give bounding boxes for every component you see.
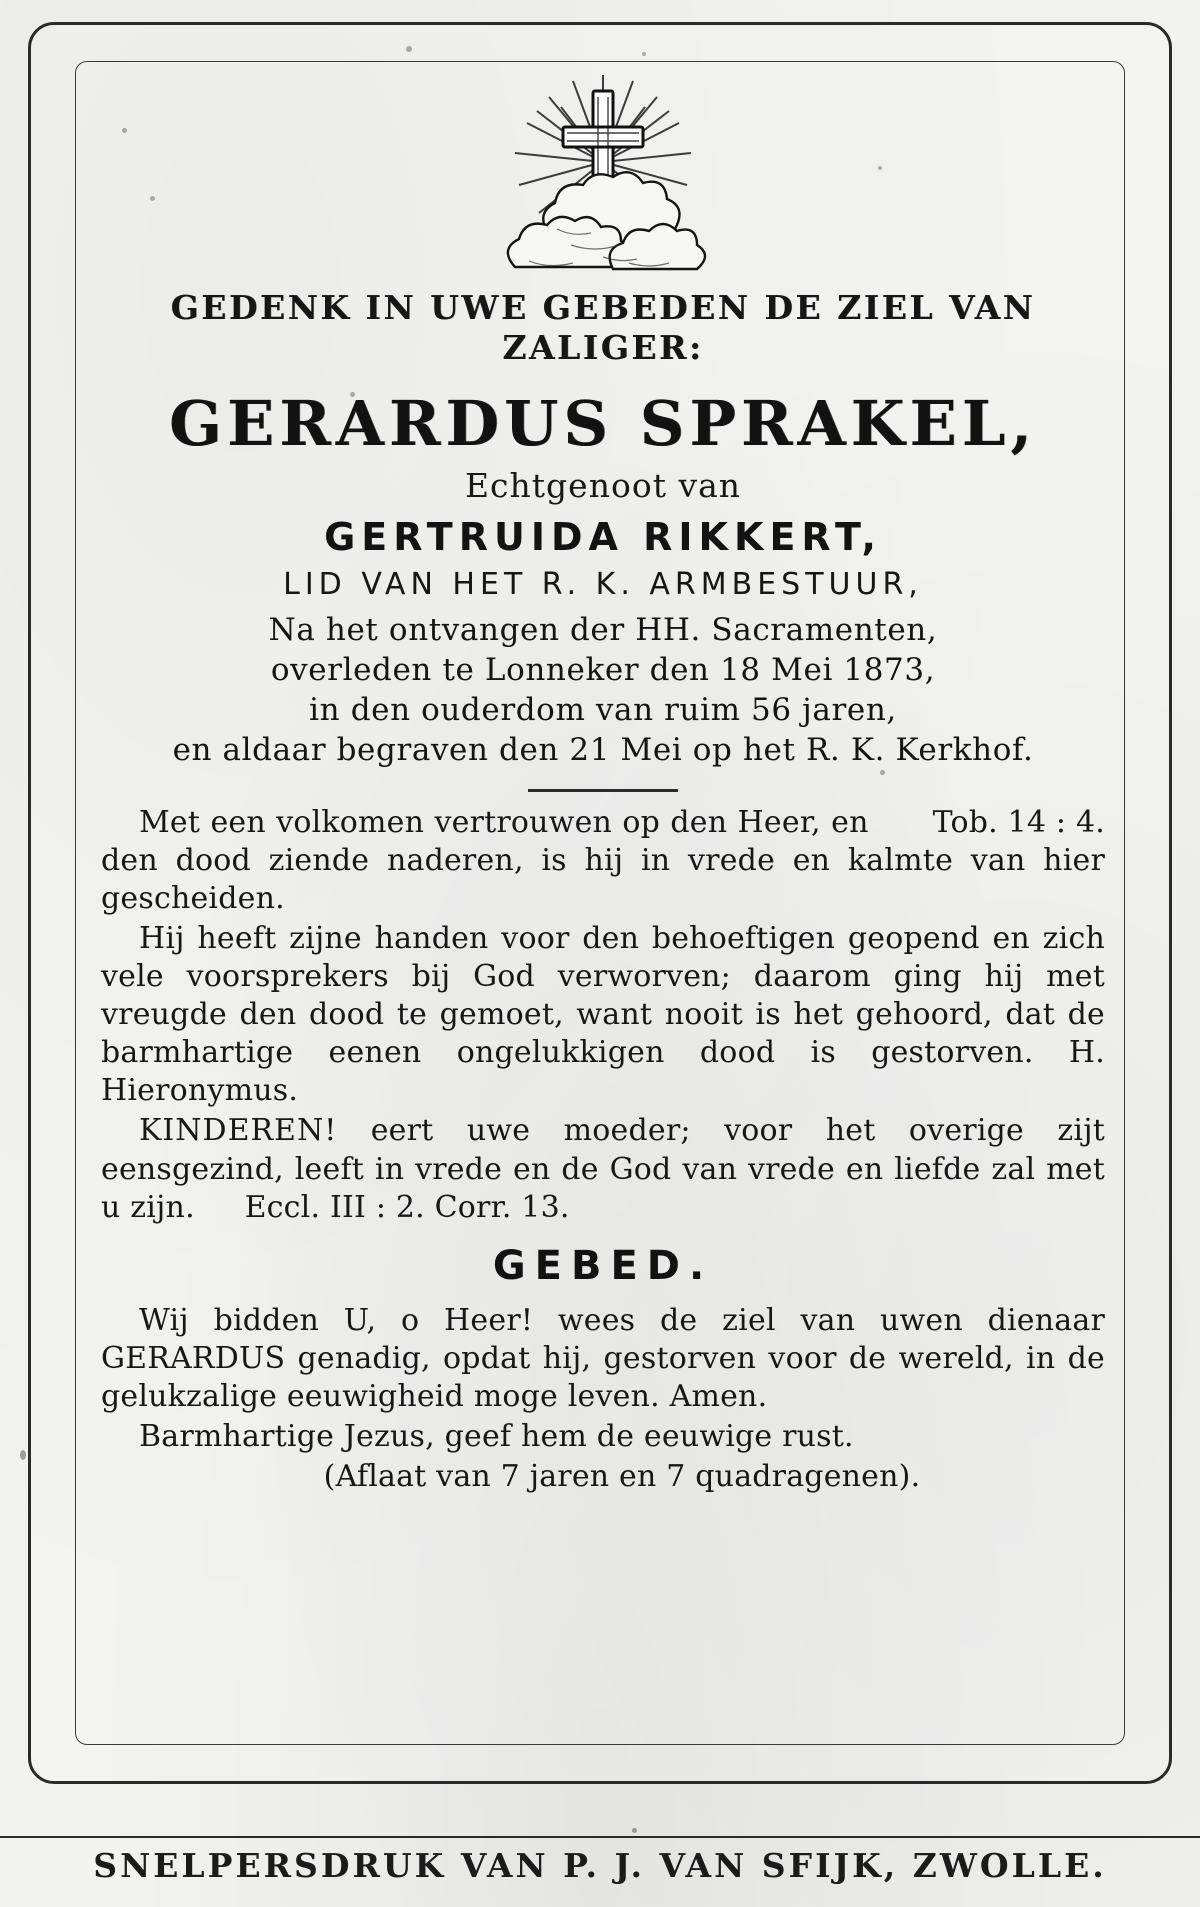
memorial-heading-line2: ZALIGER: — [502, 328, 704, 368]
passage-3-reference: Eccl. III : 2. Corr. 13. — [244, 1189, 570, 1225]
passage-1-reference: Tob. 14 : 4. — [932, 804, 1105, 840]
indulgence-text: (Aflaat van 7 jaren en 7 quadragenen). — [323, 1458, 921, 1494]
passage-2 — [101, 920, 1105, 1110]
prayer-text: Wij bidden U, o Heer! wees de ziel van uwen dienaar GERARDUS genadig, opdat hij, gestorven voor de wereld, in de gelukzalige eeuwigheid moge leven. Amen. — [101, 1302, 1105, 1414]
invocation-text: Barmhartige Jezus, geef hem de eeuwige rust. — [139, 1418, 854, 1454]
death-line-2: overleden te Lonneker den 18 Mei 1873, — [270, 651, 936, 688]
death-line-1: Na het ontvangen der HH. Sacramenten, — [268, 611, 938, 648]
paper-speck — [20, 1450, 26, 1460]
relation-label: Echtgenoot van — [464, 465, 742, 505]
scripture-passages — [101, 804, 1105, 1496]
prayer-title: GEBED. — [492, 1242, 714, 1289]
deceased-name: GERARDUS SPRAKEL, — [169, 386, 1037, 460]
memorial-heading — [101, 288, 1105, 369]
death-details — [101, 610, 1105, 771]
divider — [528, 789, 678, 792]
death-line-3: in den ouderdom van ruim 56 jaren, — [309, 692, 897, 729]
printer-imprint: SNELPERSDRUK VAN P. J. VAN SFIJK, ZWOLLE. — [93, 1846, 1107, 1885]
office-title: LID VAN HET R. K. ARMBESTUUR, — [283, 566, 923, 602]
passage-2-reference: H. Hieronymus. — [101, 1035, 1105, 1109]
passage-1 — [101, 804, 1105, 918]
passage-3-lead: KINDEREN! — [139, 1113, 338, 1149]
radiant-cross-icon — [453, 67, 753, 282]
passage-2-text: Hij heeft zijne handen voor den behoeftigen geopend en zich vele voorsprekers bij God verworven; daarom ging hij met vreugde den dood te gemoet, want nooit is het gehoord, dat de barmhartige eenen ongelukkigen dood is gestorven. — [101, 920, 1105, 1071]
passage-3-text: eert uwe moeder; voor het overige zijt eensgezind, leeft in vrede en de God van vrede en liefde zal met u zijn. — [101, 1113, 1105, 1225]
passage-3 — [101, 1112, 1105, 1226]
card-outer-border — [28, 22, 1172, 1784]
passage-1-text: Met een volkomen vertrouwen op den Heer, en den dood ziende naderen, is hij in vrede en kalmte van hier gescheiden. — [101, 804, 1105, 916]
death-line-4: en aldaar begraven den 21 Mei op het R. K. Kerkhof. — [172, 732, 1034, 769]
footer-divider — [0, 1836, 1200, 1838]
spouse-name: GERTRUIDA RIKKERT, — [324, 514, 882, 559]
paper-speck — [632, 1828, 637, 1833]
memorial-heading-line1: GEDENK IN UWE GEBEDEN DE ZIEL VAN — [170, 288, 1036, 327]
card-content — [101, 67, 1105, 1498]
